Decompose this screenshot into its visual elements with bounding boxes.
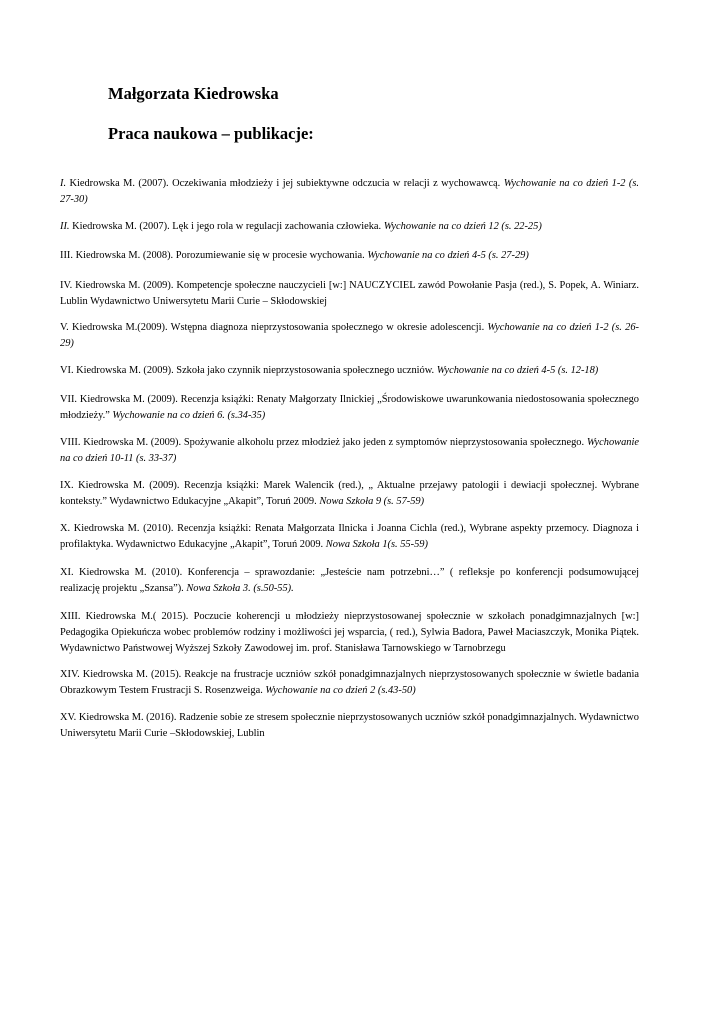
entry-number: XI. bbox=[60, 567, 74, 578]
entry-text: Kiedrowska M. (2016). Radzenie sobie ze stresem społecznie nieprzystosowanych uczniów szkół ponadgimnazjalnych. Wydawnictwo Uniwersytetu Marii Curie –Skłodowskiej, Lublin bbox=[60, 712, 639, 739]
entry-text: Kiedrowska M. (2009). Recenzja książki: Renaty Małgorzaty Ilnickiej „Środowiskowe uwarunkowania niedostosowania społecznego młodzieży.” bbox=[60, 394, 639, 421]
entry-number: II. bbox=[60, 221, 70, 232]
entry-source: Wychowanie na co dzień 1-2 (s. 27-30) bbox=[60, 178, 639, 205]
entry-text: Kiedrowska M. (2015). Reakcje na frustracje uczniów szkół ponadgimnazjalnych nieprzystosowanych społecznie w świetle badania Obrazkowym Testem Frustracji S. Rosenzweiga. bbox=[60, 669, 639, 696]
entry-text: Kiedrowska M. (2010). Recenzja książki: Renata Małgorzata Ilnicka i Joanna Cichla (red.), Wybrane aspekty przemocy. Diagnoza i profilaktyka. Wydawnictwo Edukacyjne „Akapit”, Toruń 2009. bbox=[60, 523, 639, 550]
entry-text: Kiedrowska M.(2009). Wstępna diagnoza nieprzystosowania społecznego w okresie adolescencji. bbox=[68, 322, 488, 333]
entry-number: XIV. bbox=[60, 669, 80, 680]
entry-text: Kiedrowska M.( 2015). Poczucie koherencji u młodzieży nieprzystosowanej społecznie w szkołach ponadgimnazjalnych [w:] Pedagogika Opiekuńcza wobec problemów rodziny i możliwości jej wsparcia, ( red.), Sylwia Badora, Paweł Maciaszczyk, Monika Piątek. Wydawnictwo Państwowej Wyższej Szkoły Zawodowej im. prof. Stanisława Tarnowskiego w Tarnobrzegu bbox=[60, 611, 639, 654]
author-name: Małgorzata Kiedrowska bbox=[108, 84, 279, 103]
publication-entry-4 bbox=[60, 278, 639, 310]
publication-entry-10 bbox=[60, 521, 639, 553]
publication-entry-13 bbox=[60, 667, 639, 699]
publication-entry-1 bbox=[60, 176, 639, 208]
entry-number: V. bbox=[60, 322, 69, 333]
publication-entry-7 bbox=[60, 392, 639, 424]
entry-number: I. bbox=[60, 178, 67, 189]
entry-source: Wychowanie na co dzień 10-11 (s. 33-37) bbox=[60, 437, 639, 464]
entry-source: Wychowanie na co dzień 12 (s. 22-25) bbox=[383, 221, 542, 232]
entry-number: VII. bbox=[60, 394, 78, 405]
publication-entry-8 bbox=[60, 435, 639, 467]
entry-number: VI. bbox=[60, 365, 74, 376]
entry-text: Kiedrowska M. (2007). Lęk i jego rola w regulacji zachowania człowieka. bbox=[69, 221, 384, 232]
entry-source: Wychowanie na co dzień 1-2 (s. 26-29) bbox=[60, 322, 639, 349]
entry-text: Kiedrowska M. (2009). Recenzja książki: Marek Walencik (red.), „ Aktualne przejawy patologii i dewiacji społecznej. Wybrane konteksty.” Wydawnictwo Edukacyjne „Akapit”, Toruń 2009. bbox=[60, 480, 639, 507]
entry-source: Wychowanie na co dzień 4-5 (s. 12-18) bbox=[436, 365, 599, 376]
entry-number: XIII. bbox=[60, 611, 81, 622]
entry-number: X. bbox=[60, 523, 71, 534]
entry-source: Nowa Szkoła 9 (s. 57-59) bbox=[319, 496, 425, 507]
entry-text: Kiedrowska M. (2008). Porozumiewanie się w procesie wychowania. bbox=[72, 250, 368, 261]
section-heading: Praca naukowa – publikacje: bbox=[108, 124, 314, 143]
publication-entry-5 bbox=[60, 320, 639, 352]
entry-number: XV. bbox=[60, 712, 77, 723]
entry-text: Kiedrowska M. (2010). Konferencja – sprawozdanie: „Jesteście nam potrzebni…” ( refleksje po konferencji podsumowującej realizację projektu „Szansa”). bbox=[60, 567, 639, 594]
entry-source: Nowa Szkoła 3. (s.50-55). bbox=[186, 583, 294, 594]
publication-entry-14 bbox=[60, 710, 639, 742]
entry-number: IV. bbox=[60, 280, 73, 291]
entry-text: Kiedrowska M. (2009). Kompetencje społeczne nauczycieli [w:] NAUCZYCIEL zawód Powołanie Pasja (red.), S. Popek, A. Winiarz. Lublin Wydawnictwo Uniwersytetu Marii Curie – Skłodowskiej bbox=[60, 280, 639, 307]
publication-entry-11 bbox=[60, 565, 639, 597]
entry-text: Kiedrowska M. (2009). Szkoła jako czynnik nieprzystosowania społecznego uczniów. bbox=[73, 365, 437, 376]
entry-number: IX. bbox=[60, 480, 74, 491]
entry-text: Kiedrowska M. (2007). Oczekiwania młodzieży i jej subiektywne odczucia w relacji z wychowawcą. bbox=[66, 178, 504, 189]
entry-source: Nowa Szkoła 1(s. 55-59) bbox=[325, 539, 428, 550]
entry-number: III. bbox=[60, 250, 73, 261]
publication-entry-3 bbox=[60, 248, 639, 264]
entry-source: Wychowanie na co dzień 2 (s.43-50) bbox=[265, 685, 416, 696]
entry-text: Kiedrowska M. (2009). Spożywanie alkoholu przez młodzież jako jeden z symptomów nieprzystosowania społecznego. bbox=[80, 437, 587, 448]
entry-source: Wychowanie na co dzień 4-5 (s. 27-29) bbox=[367, 250, 529, 261]
publication-entry-9 bbox=[60, 478, 639, 510]
publication-entry-12 bbox=[60, 609, 639, 657]
entry-source: Wychowanie na co dzień 6. (s.34-35) bbox=[112, 410, 266, 421]
publication-entry-2 bbox=[60, 219, 639, 235]
entry-number: VIII. bbox=[60, 437, 81, 448]
publication-entry-6 bbox=[60, 363, 639, 379]
